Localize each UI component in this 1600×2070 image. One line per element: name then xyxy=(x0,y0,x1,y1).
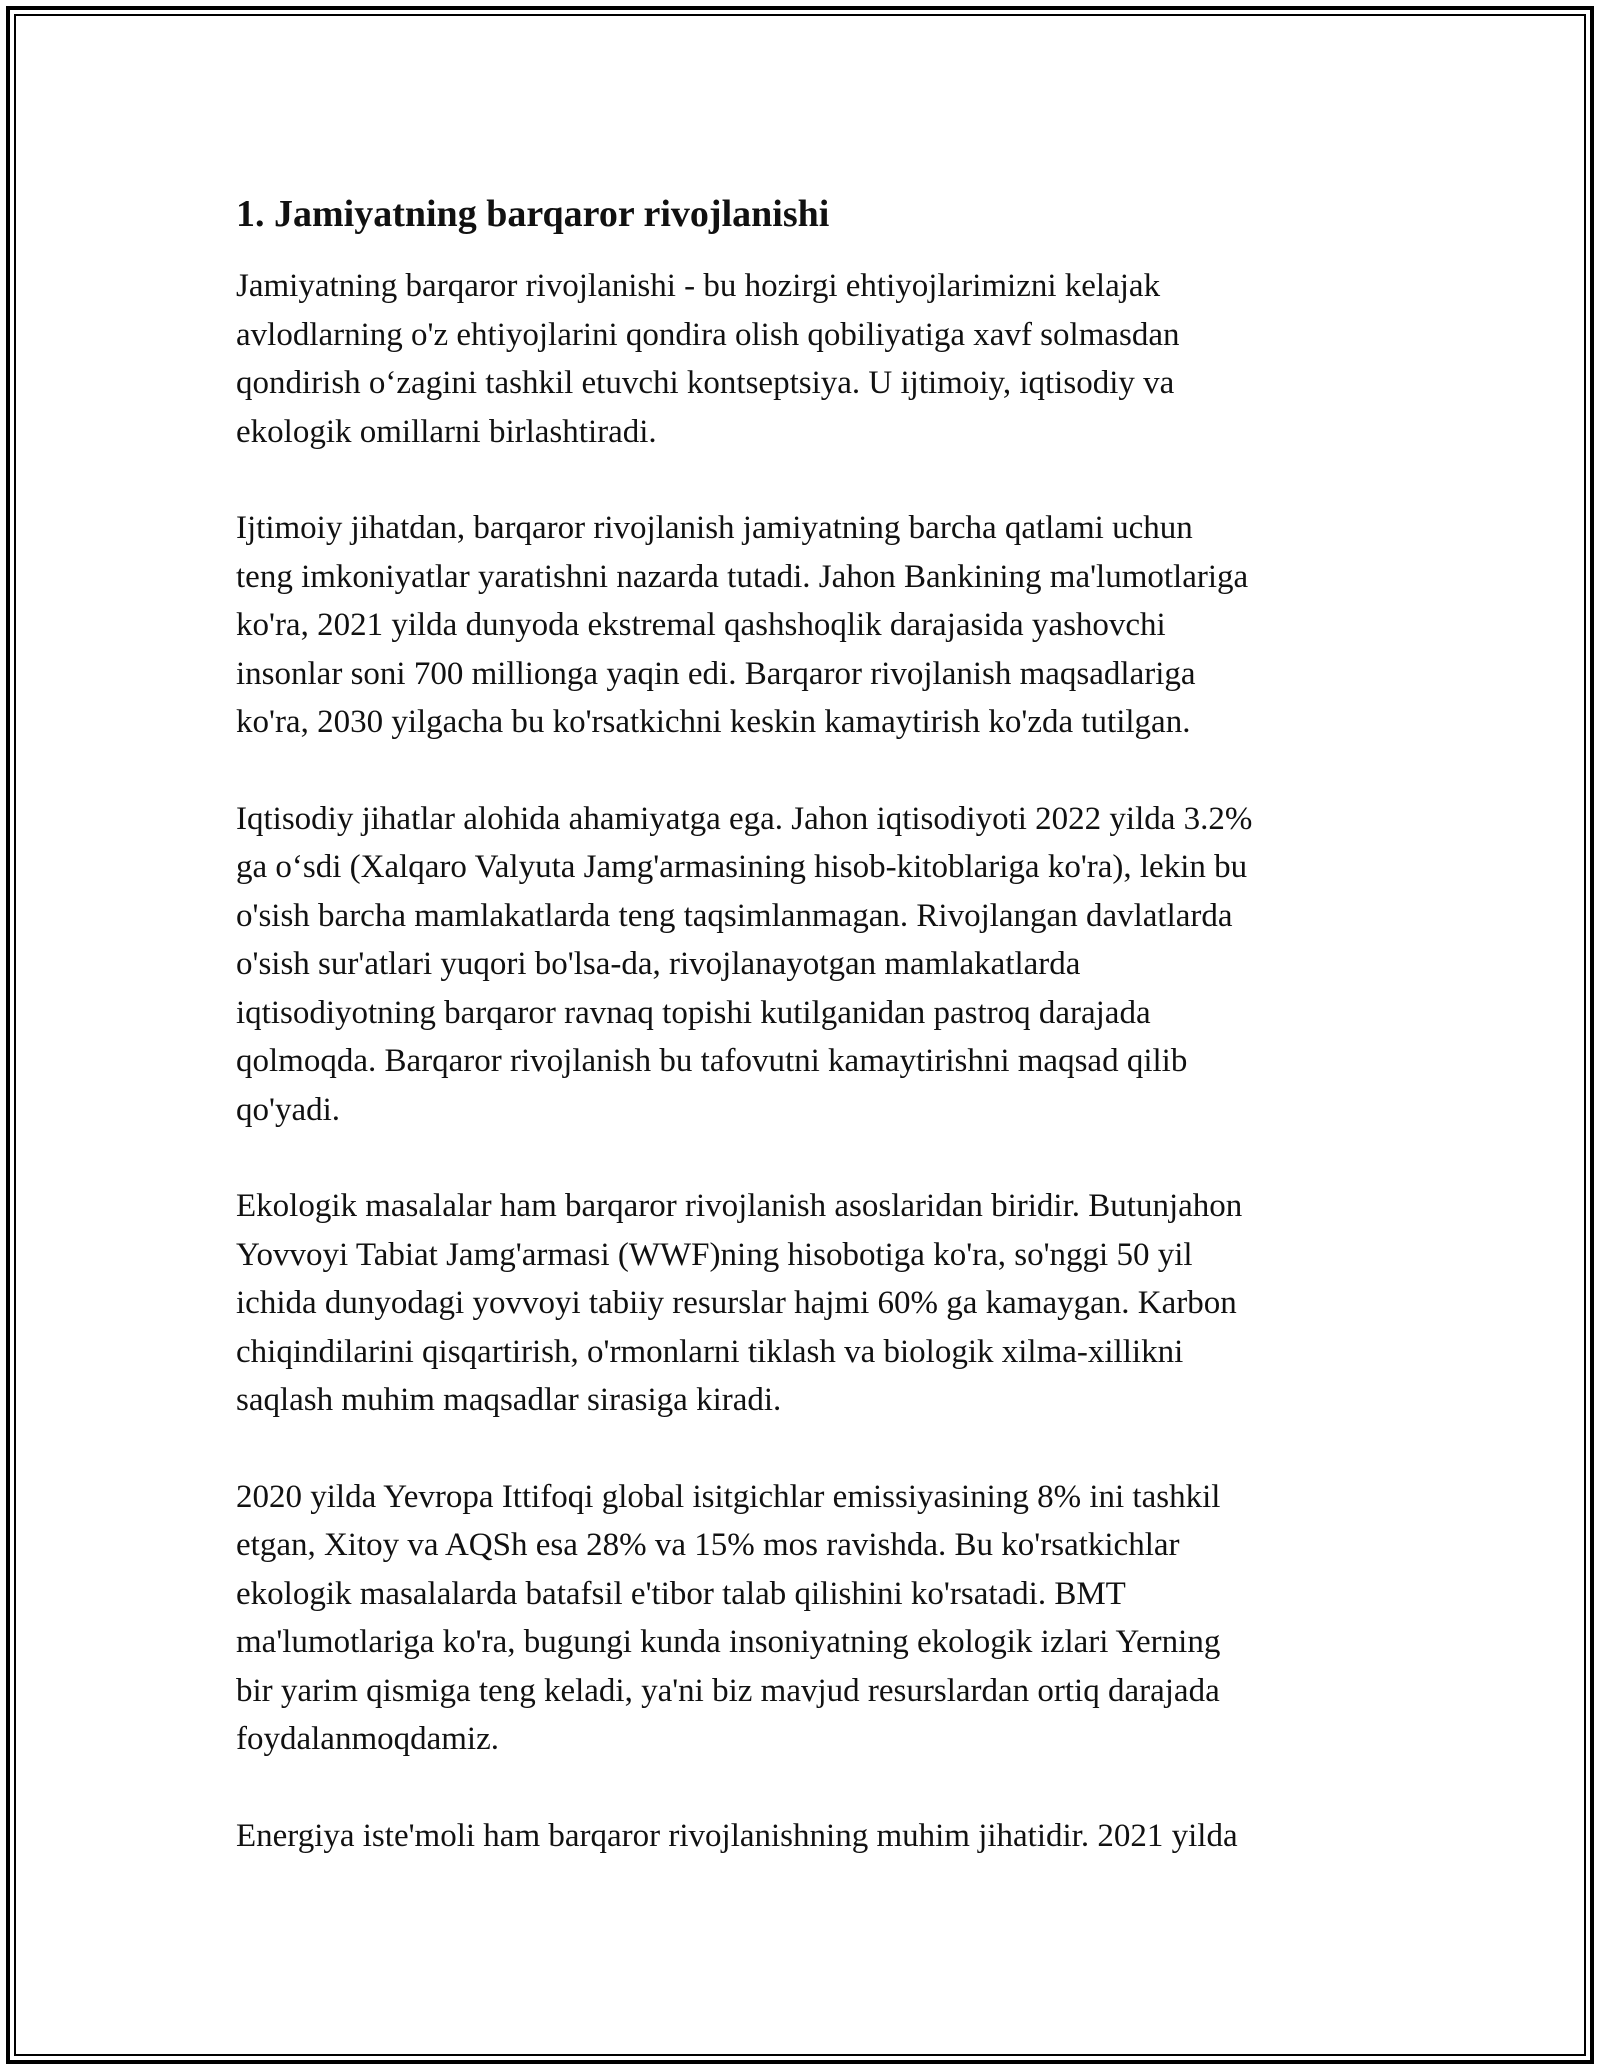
paragraph-social: Ijtimoiy jihatdan, barqaror rivojlanish jamiyatning barcha qatlami uchun teng imkoniyatlar yaratishni nazarda tutadi. Jahon Bankining ma'lumotlariga ko'ra, 2021 yilda dunyoda ekstremal qashshoqlik darajasida yashovchi insonlar soni 700 millionga yaqin edi. Barqaror rivojlanish maqsadlariga ko'ra, 2030 yilgacha bu ko'rsatkichni keskin kamaytirish ko'zda tutilgan. xyxy=(236,510,1249,740)
paragraph-ecological: Ekologik masalalar ham barqaror rivojlanish asoslaridan biridir. Butunjahon Yovvoyi Tabiat Jamg'armasi (WWF)ning hisobotiga ko'ra, so'nggi 50 yil ichida dunyodagi yovvoyi tabiiy resurslar hajmi 60% ga kamaygan. Karbon chiqindilarini qisqartirish, o'rmonlarni tiklash va biologik xilma-xillikni saqlash muhim maqsadlar sirasiga kiradi. xyxy=(236,1188,1243,1418)
document-body xyxy=(236,186,1366,1908)
paragraph-economic: Iqtisodiy jihatlar alohida ahamiyatga ega. Jahon iqtisodiyoti 2022 yilda 3.2% ga o‘sdi (Xalqaro Valyuta Jamg'armasining hisob-kitoblariga ko'ra), lekin bu o'sish barcha mamlakatlarda teng taqsimlanmagan. Rivojlangan davlatlarda o'sish sur'atlari yuqori bo'lsa-da, rivojlanayotgan mamlakatlarda iqtisodiyotning barqaror ravnaq topishi kutilganidan pastroq darajada qolmoqda. Barqaror rivojlanish bu tafovutni kamaytirishni maqsad qilib qo'yadi. xyxy=(236,800,1253,1128)
section-heading: 1. Jamiyatning barqaror rivojlanishi xyxy=(236,193,830,235)
paragraph-emissions: 2020 yilda Yevropa Ittifoqi global isitgichlar emissiyasining 8% ini tashkil etgan, Xitoy va AQSh esa 28% va 15% mos ravishda. Bu ko'rsatkichlar ekologik masalalarda batafsil e'tibor talab qilishini ko'rsatadi. BMT ma'lumotlariga ko'ra, bugungi kunda insoniyatning ekologik izlari Yerning bir yarim qismiga teng keladi, ya'ni biz mavjud resurslardan ortiq darajada foydalanmoqdamiz. xyxy=(236,1478,1221,1757)
paragraph-definition: Jamiyatning barqaror rivojlanishi - bu hozirgi ehtiyojlarimizni kelajak avlodlarning o'z ehtiyojlarini qondira olish qobiliyatiga xavf solmasdan qondirish o‘zagini tashkil etuvchi kontseptsiya. U ijtimoiy, iqtisodiy va ekologik omillarni birlashtiradi. xyxy=(236,268,1180,450)
paragraph-energy: Energiya iste'moli ham barqaror rivojlanishning muhim jihatidir. 2021 yilda xyxy=(236,1817,1238,1854)
